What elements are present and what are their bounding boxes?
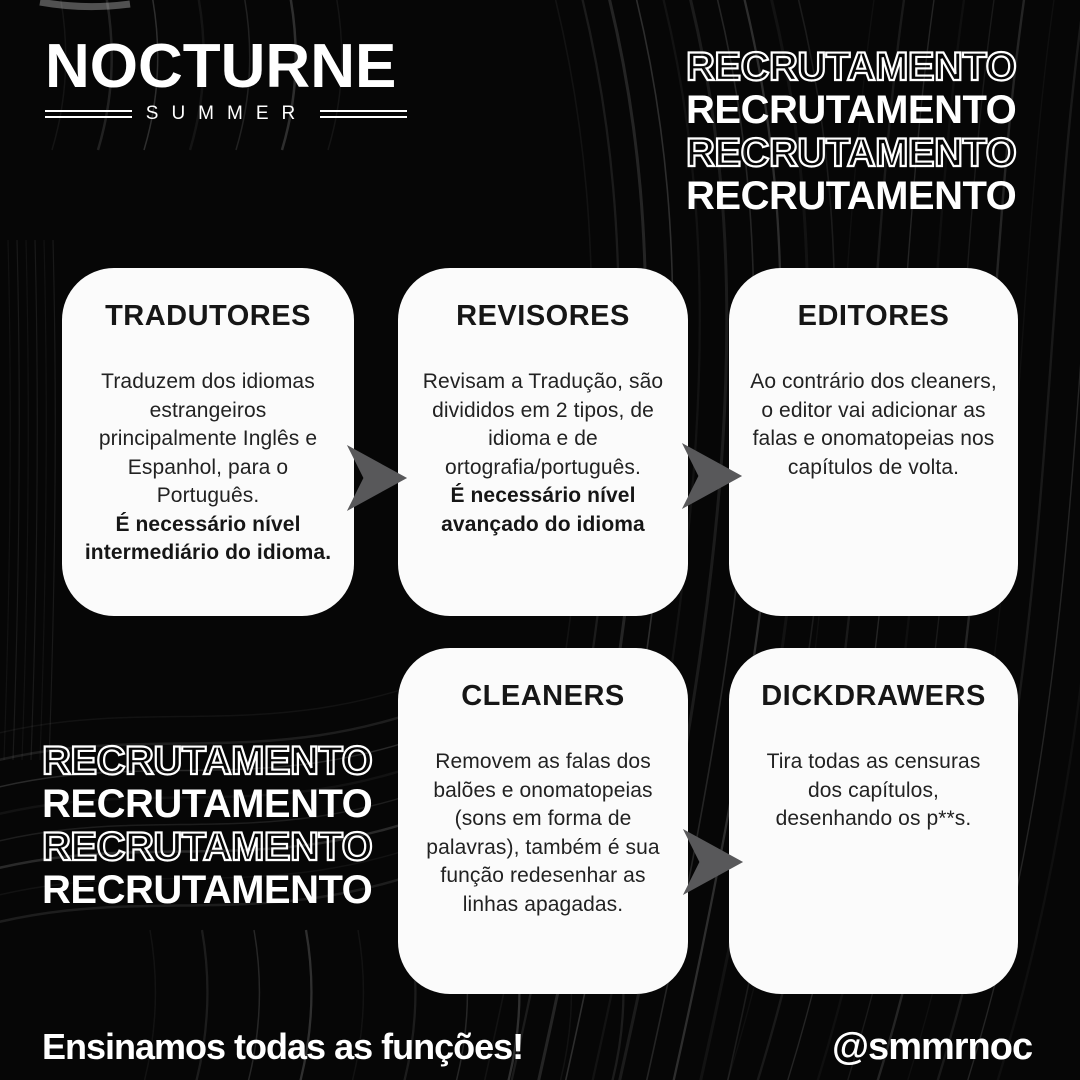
footer-tagline: Ensinamos todas as funções! xyxy=(42,1026,524,1067)
role-card-dickdrawers xyxy=(729,648,1018,994)
recruitment-text-line: RECRUTAMENTO xyxy=(686,131,1017,175)
recruitment-text-line: RECRUTAMENTO xyxy=(42,782,373,826)
recruitment-text-line: RECRUTAMENTO xyxy=(42,825,373,869)
card-body-emphasis: É necessário nível avançado do idioma xyxy=(441,484,645,536)
footer-handle: @smmrnoc xyxy=(832,1026,1033,1068)
recruitment-text-line: RECRUTAMENTO xyxy=(42,739,373,783)
card-title: CLEANERS xyxy=(461,680,625,712)
card-title: DICKDRAWERS xyxy=(761,680,986,712)
recruitment-stack-top xyxy=(686,46,1016,218)
logo-subtitle: SUMMER xyxy=(145,103,309,124)
role-card-revisores xyxy=(398,268,688,616)
recruitment-text-line: RECRUTAMENTO xyxy=(686,174,1017,218)
arrow-right-icon xyxy=(346,445,408,511)
card-title: REVISORES xyxy=(456,300,630,332)
card-body: Revisam a Tradução, são divididos em 2 tipos, de idioma e de ortografia/português. xyxy=(422,370,664,479)
logo xyxy=(45,32,407,125)
arrow-right-icon xyxy=(681,443,743,509)
card-body-emphasis: É necessário nível intermediário do idioma. xyxy=(84,512,332,565)
recruitment-stack-left xyxy=(42,740,372,912)
card-title: TRADUTORES xyxy=(105,300,311,332)
role-card-tradutores xyxy=(62,268,354,616)
recruitment-text-line: RECRUTAMENTO xyxy=(42,868,373,912)
card-body: Ao contrário dos cleaners, o editor vai adicionar as falas e onomatopeias nos capítulos de volta. xyxy=(750,370,997,479)
card-title: EDITORES xyxy=(797,300,950,332)
role-card-cleaners xyxy=(398,648,688,994)
card-body: Tira todas as censuras dos capítulos, desenhando os p**s. xyxy=(766,750,981,831)
logo-title: NOCTURNE xyxy=(45,32,397,101)
divider-line-left xyxy=(45,110,132,118)
recruitment-text-line: RECRUTAMENTO xyxy=(686,45,1017,89)
arrow-right-icon xyxy=(682,829,744,895)
divider-line-right xyxy=(320,110,407,118)
recruitment-text-line: RECRUTAMENTO xyxy=(686,88,1017,132)
role-card-editores xyxy=(729,268,1018,616)
card-body: Removem as falas dos balões e onomatopeias (sons em forma de palavras), também é sua função redesenhar as linhas apagadas. xyxy=(426,750,660,916)
card-body: Traduzem dos idiomas estrangeiros principalmente Inglês e Espanhol, para o Português. xyxy=(98,370,318,508)
